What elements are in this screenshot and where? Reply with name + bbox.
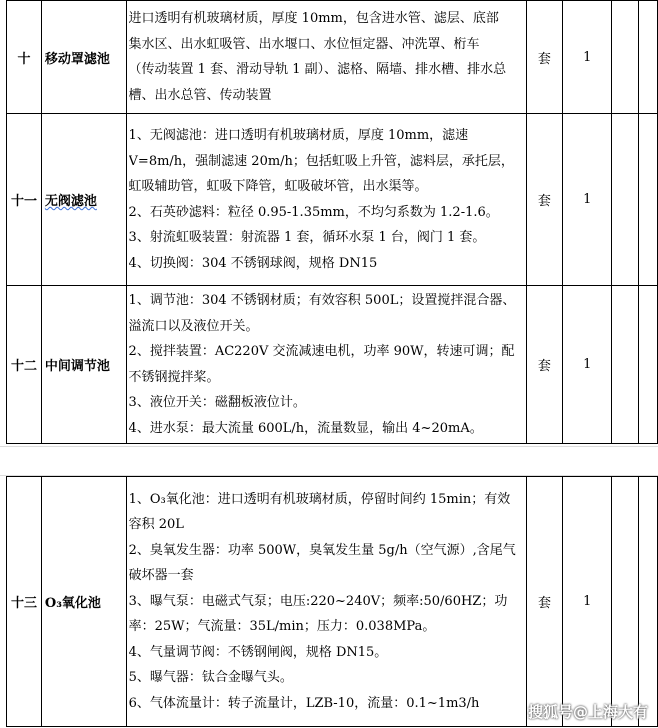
description-line: 4、气量调节阀：不锈钢闸阀，规格 DN15。 bbox=[128, 644, 388, 660]
description-line: 溢流口以及液位开关。 bbox=[128, 318, 259, 334]
description-line: 2、石英砂滤料：粒径 0.95-1.35mm，不均匀系数为 1.2-1.6。 bbox=[128, 204, 499, 220]
description-line: 4、进水泵：最大流量 600L/h，流量数显，输出 4~20mA。 bbox=[128, 420, 483, 436]
table-row bbox=[7, 114, 658, 286]
empty-cell bbox=[612, 114, 639, 286]
description-line: 1、调节池：304 不锈钢材质；有效容积 500L；设置搅拌混合器、 bbox=[128, 293, 516, 308]
description-line: 5、曝气器：钛合金曝气头。 bbox=[128, 670, 293, 686]
table-row bbox=[7, 477, 658, 727]
description-line: 虹吸辅助管，虹吸下降管，虹吸破坏管，出水渠等。 bbox=[128, 179, 428, 194]
empty-cell bbox=[639, 1, 658, 114]
item-name bbox=[41, 1, 126, 114]
item-quantity: 1 bbox=[563, 286, 612, 444]
description-line: 槽、出水总管、传动装置 bbox=[128, 87, 272, 103]
empty-cell bbox=[612, 286, 639, 444]
empty-cell bbox=[639, 477, 658, 727]
description-line: 容积 20L bbox=[128, 517, 184, 533]
table-row bbox=[7, 1, 658, 114]
item-name bbox=[41, 477, 126, 727]
equipment-table-top bbox=[6, 0, 658, 444]
item-quantity: 1 bbox=[563, 1, 612, 114]
item-number: 十三 bbox=[7, 477, 42, 727]
description-line: 6、气体流量计：转子流量计，LZB-10，流量：0.1~1m3/h bbox=[128, 695, 480, 711]
item-name bbox=[41, 286, 126, 444]
description-line: 率：25W；气流量：35L/min；压力：0.038MPa。 bbox=[128, 619, 436, 635]
description-line: 1、无阀滤池：进口透明有机玻璃材质，厚度 10mm，滤速 bbox=[128, 128, 469, 143]
item-quantity: 1 bbox=[563, 114, 612, 286]
empty-cell bbox=[612, 477, 639, 727]
item-number: 十二 bbox=[7, 286, 42, 444]
description-line: 1、O₃氧化池：进口透明有机玻璃材质，停留时间约 15min；有效 bbox=[128, 491, 511, 507]
item-unit: 套 bbox=[526, 286, 563, 444]
item-unit: 套 bbox=[526, 1, 563, 114]
description-line: 不锈钢搅拌桨。 bbox=[128, 369, 220, 385]
item-description bbox=[126, 114, 526, 286]
description-line: （传动装置 1 套、滑动导轨 1 副）、滤格、隔墙、排水槽、排水总 bbox=[128, 62, 507, 77]
equipment-table-bottom bbox=[6, 476, 658, 727]
item-name-text: 无阀滤池 bbox=[44, 194, 97, 209]
page-gap bbox=[0, 446, 658, 476]
item-name-text: 中间调节池 bbox=[44, 359, 110, 374]
description-line: 3、射流虹吸装置：射流器 1 套，循环水泵 1 台，阀门 1 套。 bbox=[128, 230, 486, 245]
description-line: 2、臭氧发生器：功率 500W，臭氧发生量 5g/h（空气源）,含尾气 bbox=[128, 542, 516, 558]
item-number: 十 bbox=[7, 1, 42, 114]
description-line: V=8m/h，强制滤速 20m/h；包括虹吸上升管，滤料层，承托层， bbox=[128, 153, 514, 169]
item-number: 十一 bbox=[7, 114, 42, 286]
item-description bbox=[126, 477, 526, 727]
item-name bbox=[41, 114, 126, 286]
item-quantity: 1 bbox=[563, 477, 612, 727]
item-unit: 套 bbox=[526, 477, 563, 727]
watermark: 搜狐号@上海大有 bbox=[527, 703, 648, 721]
item-description bbox=[126, 286, 526, 444]
description-line: 3、液位开关：磁翻板液位计。 bbox=[128, 395, 306, 410]
description-line: 4、切换阀：304 不锈钢球阀，规格 DN15 bbox=[128, 255, 378, 271]
item-name-text: 移动罩滤池 bbox=[44, 51, 110, 67]
item-name-text: O₃氧化池 bbox=[44, 596, 101, 611]
description-line: 2、搅拌装置：AC220V 交流减速电机，功率 90W，转速可调；配 bbox=[128, 344, 515, 359]
item-unit: 套 bbox=[526, 114, 563, 286]
description-line: 进口透明有机玻璃材质，厚度 10mm，包含进水管、滤层、底部 bbox=[128, 11, 499, 26]
empty-cell bbox=[639, 114, 658, 286]
description-line: 3、曝气泵：电磁式气泵；电压:220~240V；频率:50/60HZ；功 bbox=[128, 593, 508, 609]
description-line: 集水区、出水虹吸管、出水堰口、水位恒定器、冲洗罩、桁车 bbox=[128, 36, 480, 52]
description-line: 破坏器一套 bbox=[128, 568, 194, 584]
empty-cell bbox=[639, 286, 658, 444]
empty-cell bbox=[612, 1, 639, 114]
table-row bbox=[7, 286, 658, 444]
item-description bbox=[126, 1, 526, 114]
